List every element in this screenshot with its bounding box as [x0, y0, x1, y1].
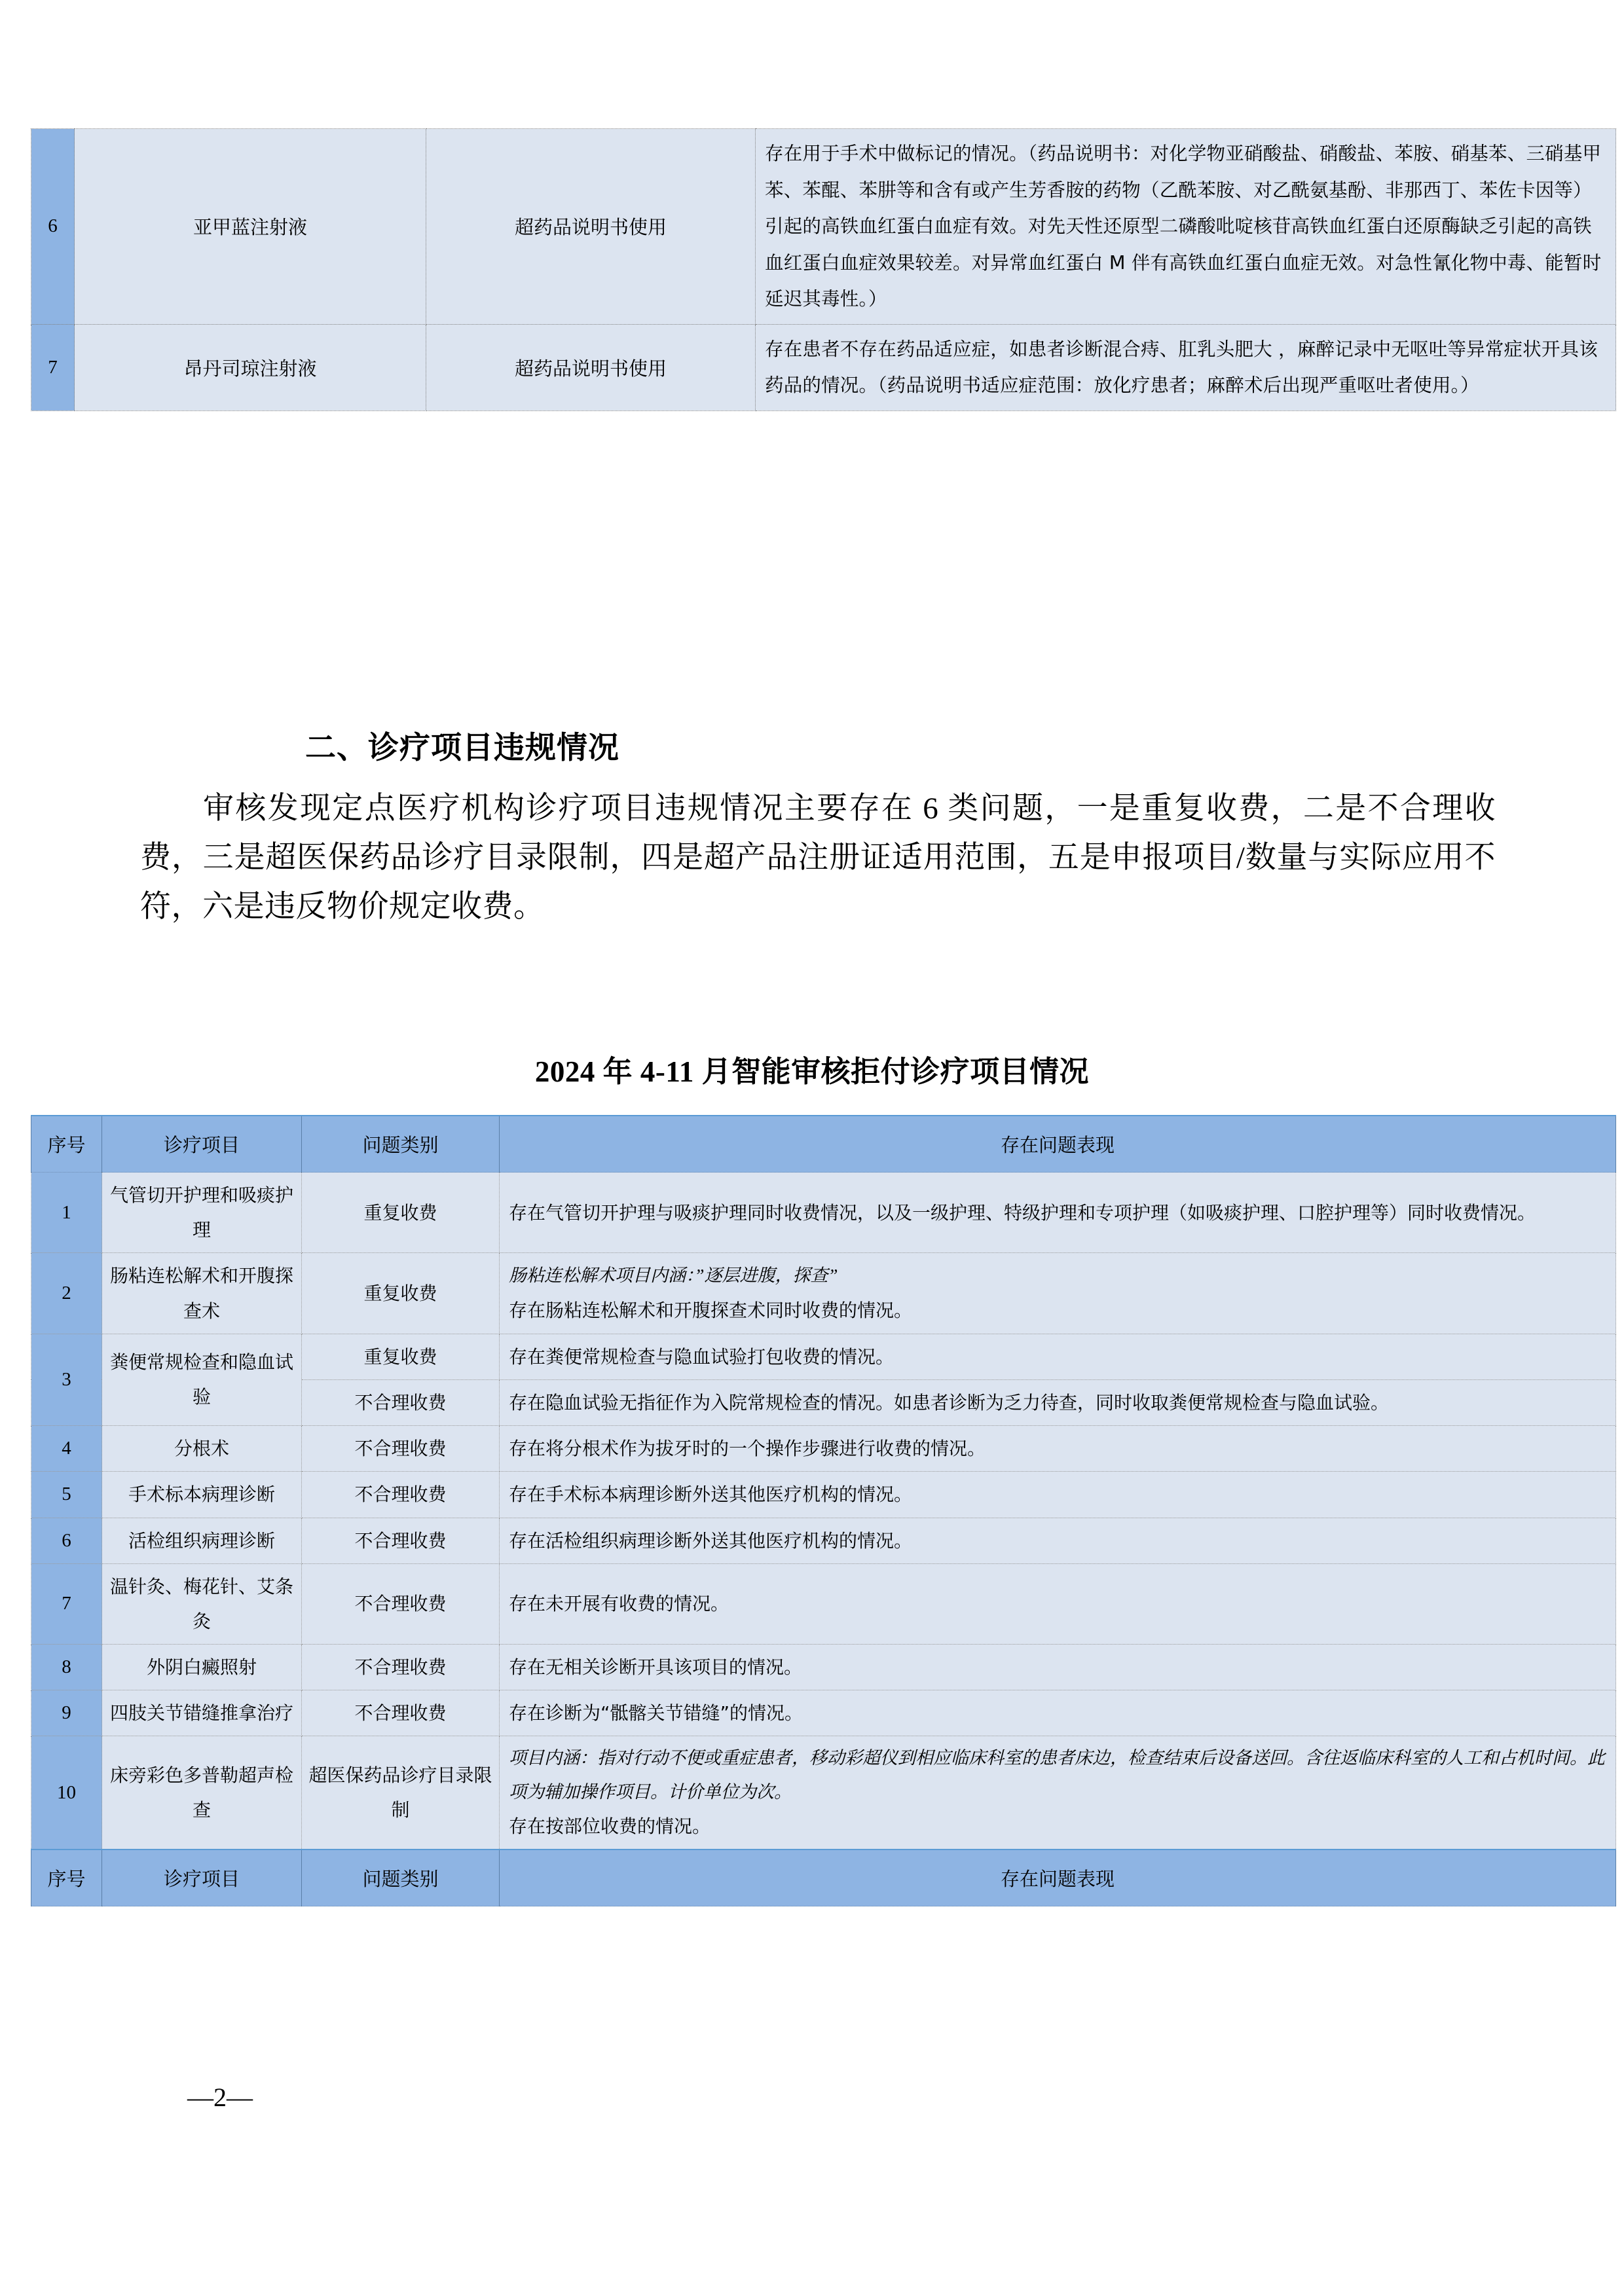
table-row	[31, 1563, 1616, 1644]
table-row	[31, 1334, 1616, 1379]
treatment-item: 手术标本病理诊断	[102, 1472, 302, 1518]
table-caption: 2024 年 4-11 月智能审核拒付诊疗项目情况	[534, 1055, 1090, 1088]
drug-violation-table-continued	[31, 128, 1615, 411]
table-row	[31, 1472, 1616, 1518]
description-text: 存在气管切开护理与吸痰护理同时收费情况，以及一级护理、特级护理和专项护理（如吸痰护理、口腔护理等）同时收费情况。	[509, 1201, 1536, 1224]
section-paragraph: 审核发现定点医疗机构诊疗项目违规情况主要存在 6 类问题，一是重复收费，二是不合理收费，三是超医保药品诊疗目录限制，四是超产品注册证适用范围，五是申报项目/数量与实际应用不符，六是违反物价规定收费。	[140, 792, 1496, 924]
problem-category: 不合理收费	[302, 1518, 500, 1563]
problem-category: 重复收费	[302, 1173, 500, 1253]
table-footer-header-row	[31, 1850, 1616, 1906]
description-note: 项目内涵：指对行动不便或重症患者，移动彩超仪到相应临床科室的患者床边，检查结束后设备送回。含往返临床科室的人工和占机时间。此项为辅加操作项目。计价单位为次。	[509, 1748, 1605, 1802]
table-row	[31, 324, 1616, 410]
drug-name: 昂丹司琼注射液	[75, 324, 426, 410]
problem-description	[500, 1563, 1616, 1644]
problem-description	[500, 1518, 1616, 1563]
row-index: 6	[31, 1518, 102, 1563]
problem-description	[500, 1645, 1616, 1690]
problem-category: 重复收费	[302, 1253, 500, 1334]
row-index: 1	[31, 1173, 102, 1253]
treatment-item: 四肢关节错缝推拿治疗	[102, 1690, 302, 1736]
description-text: 存在未开展有收费的情况。	[509, 1593, 729, 1615]
treatment-item: 活检组织病理诊断	[102, 1518, 302, 1563]
treatment-item: 床旁彩色多普勒超声检查	[102, 1736, 302, 1850]
row-index: 8	[31, 1645, 102, 1690]
problem-category: 不合理收费	[302, 1379, 500, 1425]
row-index: 9	[31, 1690, 102, 1736]
table-row	[31, 1518, 1616, 1563]
treatment-item: 气管切开护理和吸痰护理	[102, 1173, 302, 1253]
row-index: 7	[31, 1563, 102, 1644]
column-header-index: 序号	[31, 1850, 102, 1906]
column-header-category: 问题类别	[302, 1850, 500, 1906]
table-row	[31, 1690, 1616, 1736]
description-text: 存在隐血试验无指征作为入院常规检查的情况。如患者诊断为乏力待查，同时收取粪便常规检查与隐血试验。	[509, 1391, 1390, 1413]
problem-category: 超药品说明书使用	[426, 129, 756, 325]
problem-description	[500, 1736, 1616, 1850]
table-row	[31, 1736, 1616, 1850]
table-row	[31, 1253, 1616, 1334]
description-text: 存在按部位收费的情况。	[509, 1815, 711, 1838]
column-header-description: 存在问题表现	[500, 1116, 1616, 1173]
treatment-item: 分根术	[102, 1426, 302, 1472]
problem-category: 重复收费	[302, 1334, 500, 1379]
table-row	[31, 129, 1616, 325]
row-index: 6	[31, 129, 75, 325]
row-index: 3	[31, 1334, 102, 1425]
treatment-violation-table	[31, 1115, 1615, 1906]
table-row	[31, 1173, 1616, 1253]
column-header-category: 问题类别	[302, 1116, 500, 1173]
problem-category: 不合理收费	[302, 1563, 500, 1644]
problem-description	[500, 1173, 1616, 1253]
problem-description: 存在患者不存在药品适应症，如患者诊断混合痔、肛乳头肥大 ，麻醉记录中无呕吐等异常症状开具该药品的情况。（药品说明书适应症范围：放化疗患者；麻醉术后出现严重呕吐者使用。）	[756, 324, 1616, 410]
problem-category: 超药品说明书使用	[426, 324, 756, 410]
row-index: 2	[31, 1253, 102, 1334]
description-text: 存在粪便常规检查与隐血试验打包收费的情况。	[509, 1345, 895, 1368]
problem-category: 超医保药品诊疗目录限制	[302, 1736, 500, 1850]
drug-name: 亚甲蓝注射液	[75, 129, 426, 325]
description-text: 存在活检组织病理诊断外送其他医疗机构的情况。	[509, 1529, 913, 1552]
description-text: 存在将分根术作为拔牙时的一个操作步骤进行收费的情况。	[509, 1438, 986, 1460]
treatment-item: 粪便常规检查和隐血试验	[102, 1334, 302, 1425]
column-header-item: 诊疗项目	[102, 1116, 302, 1173]
column-header-description: 存在问题表现	[500, 1850, 1616, 1906]
row-index: 5	[31, 1472, 102, 1518]
treatment-item: 肠粘连松解术和开腹探查术	[102, 1253, 302, 1334]
problem-description: 存在用于手术中做标记的情况。（药品说明书：对化学物亚硝酸盐、硝酸盐、苯胺、硝基苯、三硝基甲苯、苯醌、苯肼等和含有或产生芳香胺的药物（乙酰苯胺、对乙酰氨基酚、非那西丁、苯佐卡因等）引起的高铁血红蛋白血症有效。对先天性还原型二磷酸吡啶核苷高铁血红蛋白还原酶缺乏引起的高铁血红蛋白血症效果较差。对异常血红蛋白 M 伴有高铁血红蛋白血症无效。对急性氰化物中毒、能暂时延迟其毒性。）	[756, 129, 1616, 325]
description-note: 肠粘连松解术项目内涵：”逐层进腹，探查”	[509, 1266, 838, 1286]
problem-description	[500, 1334, 1616, 1379]
problem-description	[500, 1472, 1616, 1518]
description-text: 存在无相关诊断开具该项目的情况。	[509, 1656, 803, 1679]
description-text: 存在诊断为“骶髂关节错缝”的情况。	[509, 1702, 803, 1724]
row-index: 4	[31, 1426, 102, 1472]
row-index: 10	[31, 1736, 102, 1850]
description-text: 存在手术标本病理诊断外送其他医疗机构的情况。	[509, 1484, 913, 1506]
page-number: —2—	[187, 2083, 253, 2112]
problem-category: 不合理收费	[302, 1690, 500, 1736]
problem-category: 不合理收费	[302, 1426, 500, 1472]
problem-description	[500, 1690, 1616, 1736]
column-header-item: 诊疗项目	[102, 1850, 302, 1906]
section-heading: 二、诊疗项目违规情况	[305, 730, 619, 766]
treatment-item: 温针灸、梅花针、艾条灸	[102, 1563, 302, 1644]
problem-category: 不合理收费	[302, 1472, 500, 1518]
column-header-index: 序号	[31, 1116, 102, 1173]
problem-category: 不合理收费	[302, 1645, 500, 1690]
problem-description	[500, 1379, 1616, 1425]
table-row	[31, 1426, 1616, 1472]
row-index: 7	[31, 324, 75, 410]
description-text: 存在肠粘连松解术和开腹探查术同时收费的情况。	[509, 1299, 913, 1321]
treatment-item: 外阴白癜照射	[102, 1645, 302, 1690]
table-header-row	[31, 1116, 1616, 1173]
problem-description	[500, 1253, 1616, 1334]
problem-description	[500, 1426, 1616, 1472]
table-row	[31, 1645, 1616, 1690]
